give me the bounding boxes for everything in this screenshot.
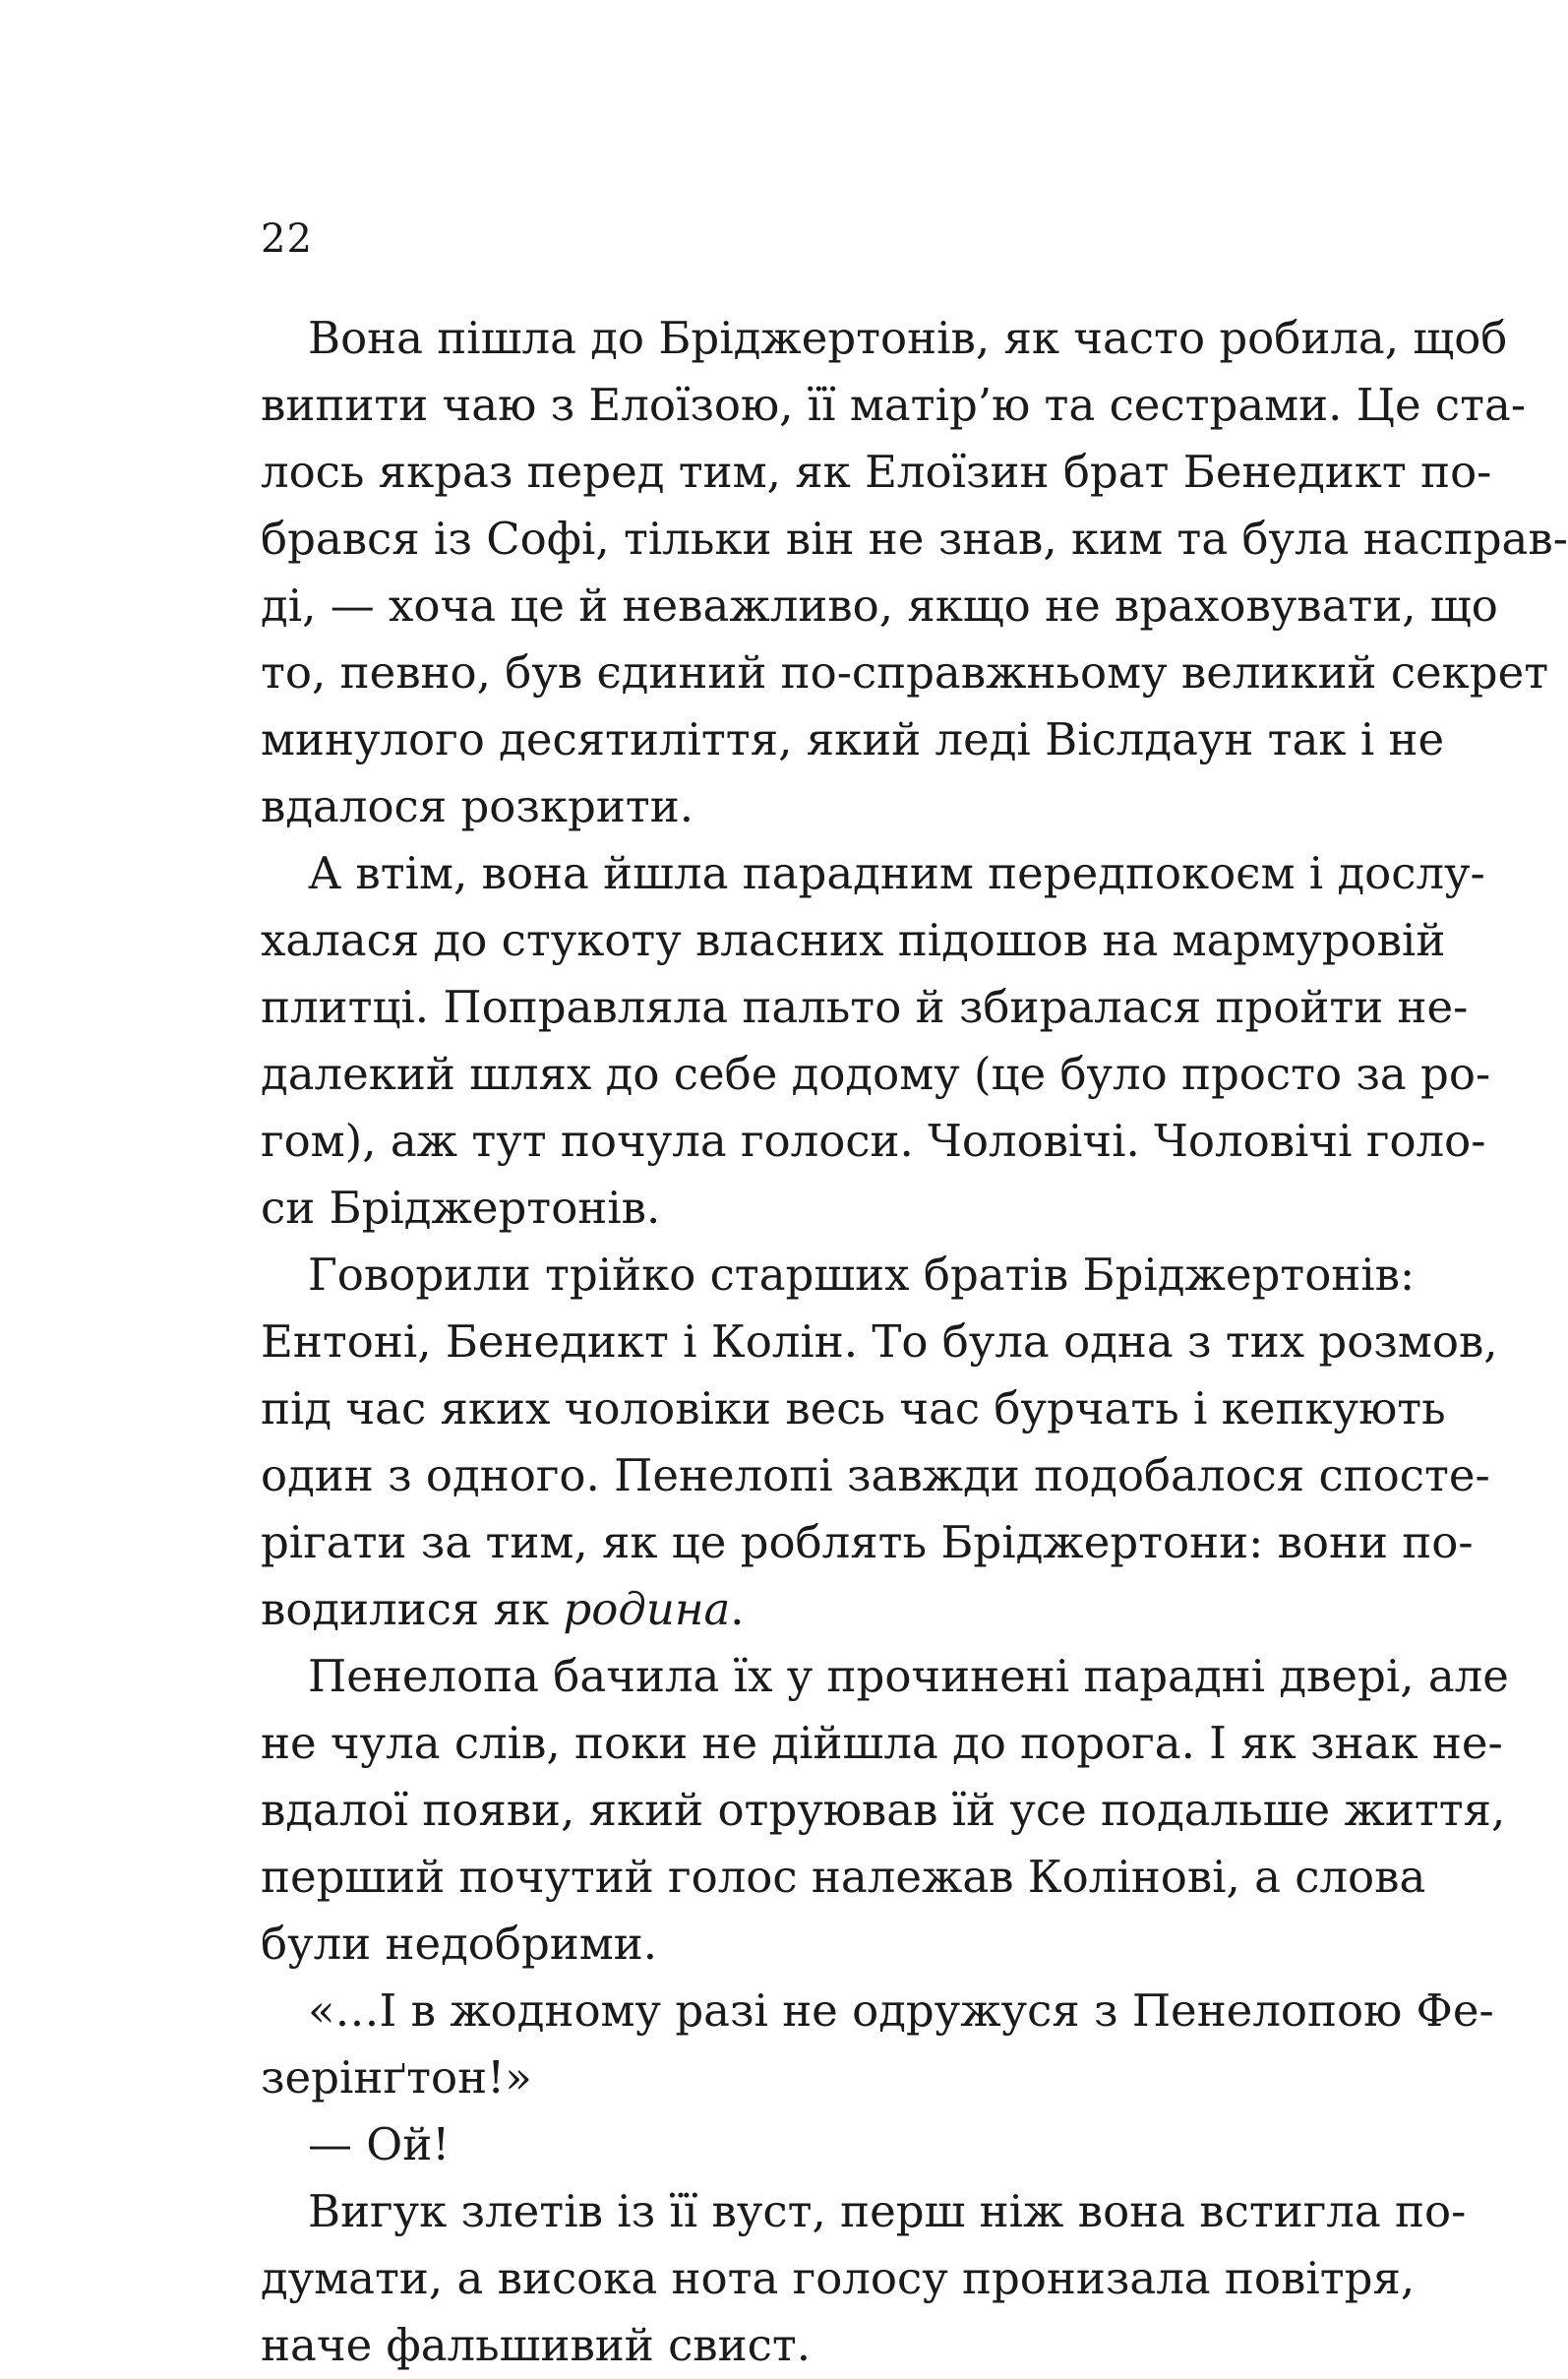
text-line: далекий шлях до себе додому (це було просто за ро- [261,1048,1491,1100]
text-line: А втім, вона йшла парадним передпокоєм і дослу- [308,847,1485,899]
text-line: вдалося розкрити. [261,780,694,832]
paragraph [261,2178,1467,2379]
text-line: під час яких чоловіки весь час бурчать і кепкують [261,1382,1446,1434]
paragraph [261,840,1491,1242]
text-line: си Бріджертонів. [261,1182,661,1234]
text-line: вдалої появи, який отруював їй усе подальше життя, [261,1784,1506,1836]
text-line: гом), аж тут почула голоси. Чоловічі. Чоловічі голо- [261,1115,1486,1167]
text-line: перший почутий голос належав Колінові, а слова [261,1851,1426,1903]
text-line: думати, а висока нота голосу пронизала повітря, [261,2252,1416,2304]
text-fragment: . [730,1583,745,1635]
text-line: — Ой! [308,2118,451,2170]
text-line: лось якраз перед тим, як Елоїзин брат Бенедикт по- [261,446,1492,498]
text-line: Пенелопа бачила їх у прочинені парадні двері, але [308,1650,1509,1702]
quoted-speech [261,1978,1494,2111]
text-line: були недобрими. [261,1918,658,1970]
paragraph [261,1643,1509,1978]
text-line: наче фальшивий свист. [261,2319,812,2371]
text-line [261,1576,1323,1643]
body-text [261,305,1568,2379]
text-line: випити чаю з Елоїзою, її матір’ю та сестрами. Це ста- [261,379,1527,431]
text-line: халася до стукоту власних підошов на мармуровій [261,914,1446,966]
text-line: Вона пішла до Бріджертонів, як часто робила, щоб [308,312,1508,364]
dialogue-line [261,2111,1323,2178]
text-line: рігати за тим, як це роблять Бріджертони: вони по- [261,1516,1474,1568]
text-line: Вигук злетів із її вуст, перш ніж вона встигла по- [308,2185,1467,2237]
text-line: Говорили трійко старших братів Бріджертонів: [308,1249,1416,1301]
emphasized-word: родина [563,1583,731,1635]
text-line: не чула слів, поки не дійшла до порога. І як знак не- [261,1717,1503,1769]
text-line: то, певно, був єдиний по-справжньому великий секрет [261,646,1549,699]
text-line: минулого десятиліття, який леді Віслдаун так і не [261,713,1445,765]
paragraph [261,1242,1498,1643]
text-line: зерінґтон!» [261,2051,532,2104]
text-line: плитці. Поправляла пальто й збиралася пройти не- [261,981,1469,1033]
paragraph [261,305,1568,840]
text-line: Ентоні, Бенедикт і Колін. То була одна з тих розмов, [261,1315,1498,1368]
text-line: ді, — хоча це й неважливо, якщо не враховувати, що [261,580,1498,632]
text-line: брався із Софі, тільки він не знав, ким та була насправ- [261,513,1568,565]
text-fragment: водилися як [261,1583,564,1635]
text-line: «…І в жодному разі не одружуся з Пенелопою Фе- [308,1984,1494,2037]
text-line: один з одного. Пенелопі завжди подобалося спосте- [261,1449,1490,1501]
page-number: 22 [261,216,313,262]
